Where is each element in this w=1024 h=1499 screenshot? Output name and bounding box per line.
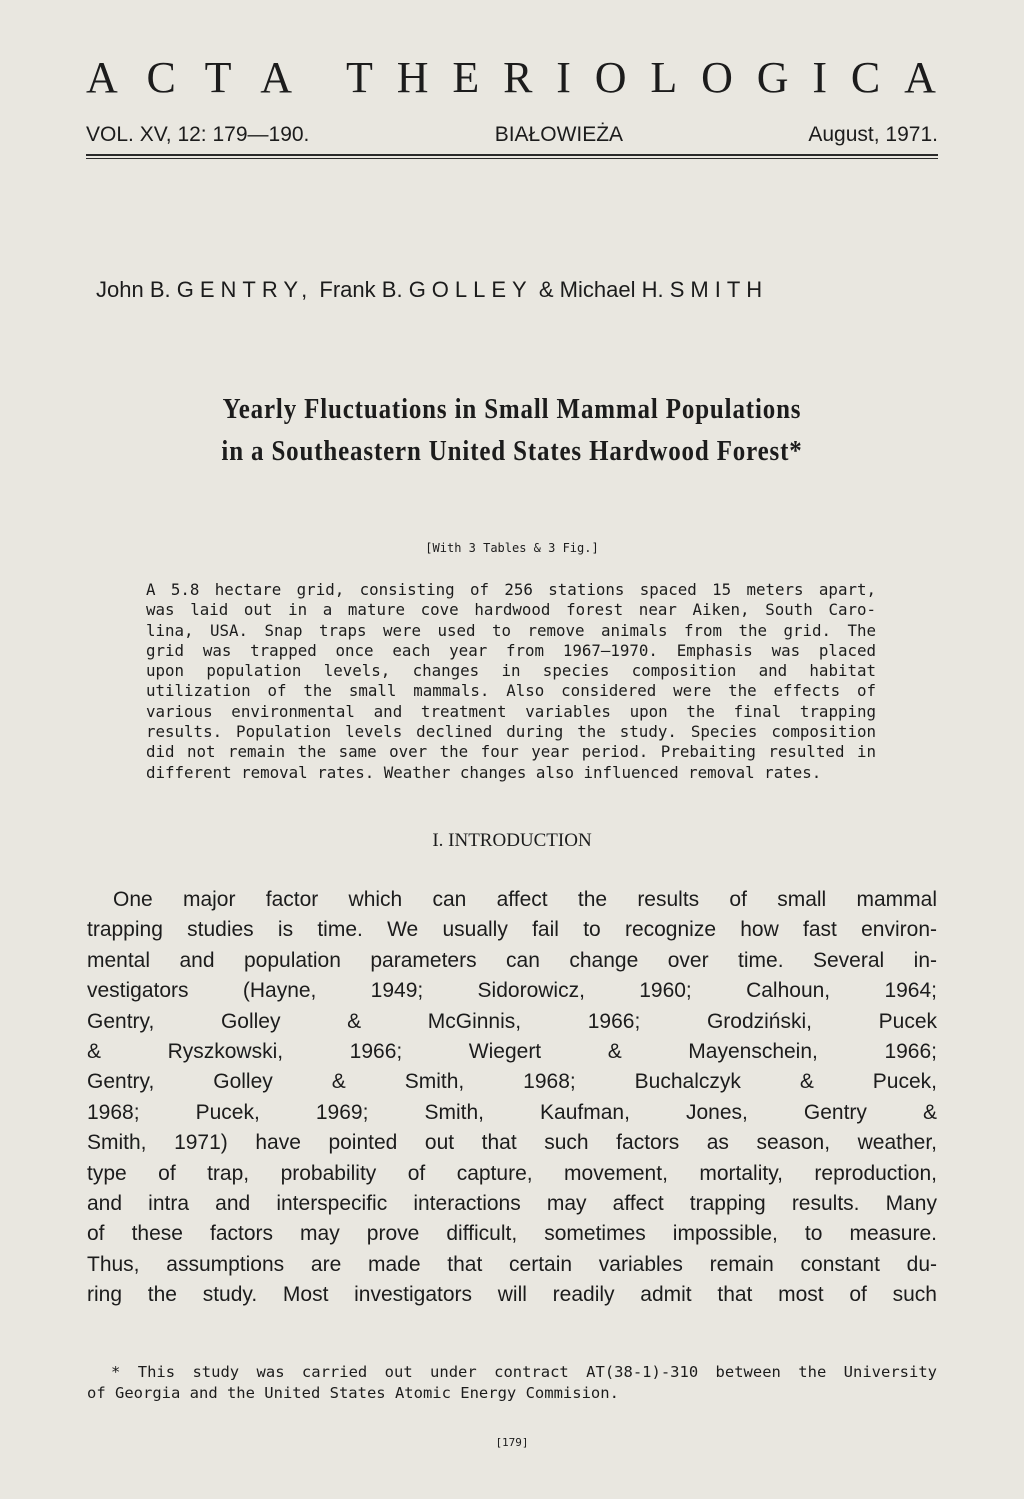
publication-place: BIAŁOWIEŻA — [494, 123, 624, 146]
abstract-line: did not remain the same over the four year period. Prebaiting resulted in — [146, 742, 876, 762]
abstract-line: various environmental and treatment variables upon the final trapping — [146, 701, 876, 721]
volume-info: VOL. XV, 12: 179—190. — [86, 123, 310, 146]
header-rule — [86, 154, 938, 156]
article-title-line-2: in a Southeastern United States Hardwood Forest* — [221, 435, 803, 467]
journal-letter: A — [260, 53, 292, 102]
journal-title — [86, 54, 936, 102]
body-line: Gentry, Golley & Smith, 1968; Buchalczyk & Pucek, — [87, 1070, 937, 1094]
article-title — [0, 388, 1024, 472]
body-line: 1968; Pucek, 1969; Smith, Kaufman, Jones, Gentry & — [87, 1100, 937, 1124]
abstract-line: lina, USA. Snap traps were used to remove animals from the grid. The — [146, 620, 876, 640]
author-2-first: Frank B. — [319, 277, 403, 302]
abstract-line: utilization of the small mammals. Also considered were the effects of — [146, 681, 876, 701]
journal-letter: R — [503, 53, 533, 102]
journal-letter: A — [86, 53, 118, 102]
journal-letter: C — [850, 53, 881, 102]
header-rule-thin — [86, 158, 938, 159]
footnote — [87, 1362, 937, 1404]
abstract-line: upon population levels, changes in species composition and habitat — [146, 661, 876, 681]
footnote-line: of Georgia and the United States Atomic Energy Commision. — [87, 1384, 619, 1402]
body-line: of these factors may prove difficult, sometimes impossible, to measure. — [87, 1222, 937, 1246]
abstract-line: was laid out in a mature cove hardwood forest near Aiken, South Caro- — [146, 600, 876, 620]
journal-title-word-2 — [346, 54, 936, 102]
article-title-line-1: Yearly Fluctuations in Small Mammal Populations — [222, 393, 802, 425]
body-line: ring the study. Most investigators will readily admit that most of such — [87, 1283, 937, 1307]
author-1-last: GENTRY, — [176, 277, 314, 302]
footnote-line: * This study was carried out under contract AT(38-1)-310 between the University — [111, 1363, 937, 1381]
author-2-last: GOLLEY — [408, 277, 533, 302]
issue-line — [86, 122, 938, 148]
tables-figures-note: [With 3 Tables & 3 Fig.] — [425, 541, 599, 555]
journal-letter: C — [146, 53, 176, 102]
author-ampersand: & — [538, 277, 554, 302]
section-heading: I. INTRODUCTION — [432, 830, 592, 851]
journal-letter: T — [346, 53, 373, 102]
body-line: trapping studies is time. We usually fail to recognize how fast environ- — [87, 918, 937, 942]
abstract-line: grid was trapped once each year from 1967—1970. Emphasis was placed — [146, 640, 876, 660]
body-line: and intra and interspecific interactions may affect trapping results. Many — [87, 1192, 937, 1216]
journal-title-word-1 — [86, 54, 292, 102]
journal-letter: O — [594, 53, 627, 102]
journal-letter: I — [812, 53, 828, 102]
journal-letter: O — [701, 53, 733, 102]
journal-letter: G — [756, 53, 789, 102]
author-3-first: Michael H. — [559, 277, 664, 302]
publication-date: August, 1971. — [808, 123, 938, 146]
body-line: Thus, assumptions are made that certain variables remain constant du- — [87, 1252, 937, 1276]
body-line: Smith, 1971) have pointed out that such factors as season, weather, — [87, 1131, 937, 1155]
body-line: mental and population parameters can change over time. Several in- — [87, 948, 937, 972]
journal-letter: I — [556, 53, 571, 102]
body-line: vestigators (Hayne, 1949; Sidorowicz, 1960; Calhoun, 1964; — [87, 979, 937, 1003]
body-line: Gentry, Golley & McGinnis, 1966; Grodziński, Pucek — [87, 1009, 937, 1033]
author-1-first: John B. — [96, 277, 171, 302]
page-number: [179] — [495, 1436, 529, 1449]
journal-letter: L — [650, 53, 678, 102]
journal-letter: H — [396, 53, 429, 102]
abstract — [146, 580, 876, 783]
journal-letter: E — [452, 53, 480, 102]
abstract-line: A 5.8 hectare grid, consisting of 256 stations spaced 15 meters apart, — [146, 580, 876, 599]
abstract-line: results. Population levels declined during the study. Species composition — [146, 722, 876, 742]
author-3-last: SMITH — [669, 277, 769, 302]
author-line — [96, 276, 936, 304]
abstract-line: different removal rates. Weather changes also influenced removal rates. — [146, 762, 822, 782]
journal-letter: A — [904, 53, 936, 102]
body-line: One major factor which can affect the results of small mammal — [113, 888, 937, 911]
body-line: type of trap, probability of capture, movement, mortality, reproduction, — [87, 1161, 937, 1185]
body-line: & Ryszkowski, 1966; Wiegert & Mayenschein, 1966; — [87, 1040, 937, 1064]
introduction-text — [87, 885, 937, 1311]
journal-letter: T — [204, 53, 232, 102]
